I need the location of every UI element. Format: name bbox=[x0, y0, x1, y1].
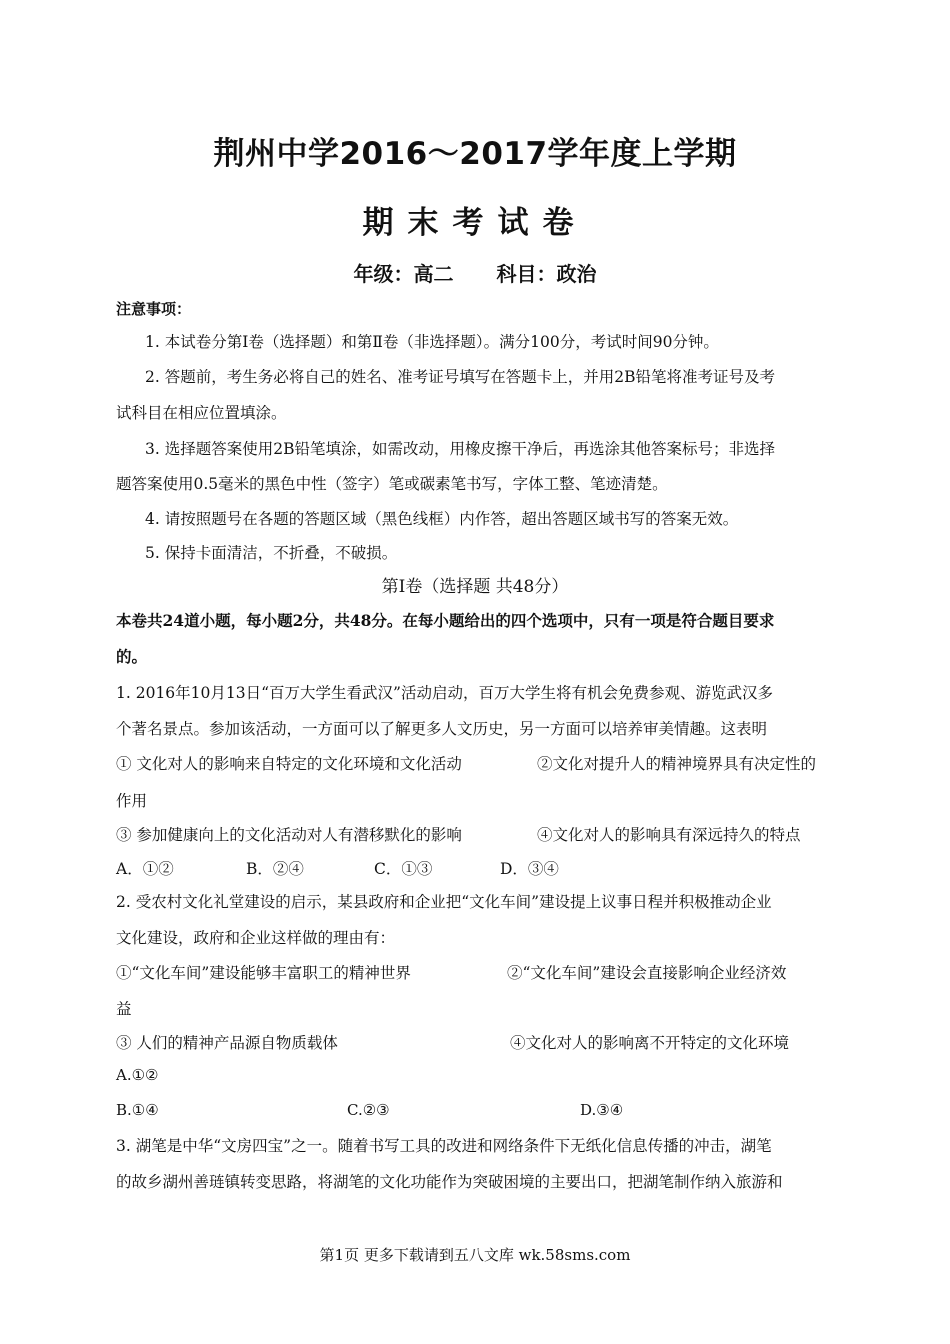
q2-choice-b: B.①④ bbox=[116, 1101, 159, 1119]
grade-subject-line bbox=[0, 258, 950, 287]
exam-title: 荆州中学2016～2017学年度上学期 bbox=[213, 136, 737, 172]
q1-choice-c: C．①③ bbox=[374, 860, 433, 878]
exam-subtitle: 期末考试卷 bbox=[362, 205, 588, 241]
q2-stem: 2. 受农村文化礼堂建设的启示，某县政府和企业把“文化车间”建设提上议事日程并积极推动企业 bbox=[116, 893, 772, 911]
q2-choice-c: C.②③ bbox=[347, 1101, 390, 1119]
q1-stem-cont: 个著名景点。参加该活动，一方面可以了解更多人文历史，另一方面可以培养审美情趣。这表明 bbox=[116, 720, 768, 738]
q1-option-2-cont: 作用 bbox=[116, 792, 148, 810]
q1-choice-b: B．②④ bbox=[246, 860, 304, 878]
q1-choice-a: A．①② bbox=[116, 860, 174, 878]
q2-choice-d: D.③④ bbox=[580, 1101, 624, 1119]
section-instructions-cont: 的。 bbox=[116, 647, 148, 666]
section-instructions: 本卷共24道小题，每小题2分，共48分。在每小题给出的四个选项中，只有一项是符合题目要求 bbox=[116, 611, 775, 630]
q1-option-4: ④文化对人的影响具有深远持久的特点 bbox=[537, 826, 801, 844]
q1-stem: 1. 2016年10月13日“百万大学生看武汉”活动启动，百万大学生将有机会免费参观、游览武汉多 bbox=[116, 684, 773, 702]
q2-choice-a: A.①② bbox=[116, 1066, 159, 1084]
notice-heading: 注意事项： bbox=[116, 300, 192, 318]
q2-stem-cont: 文化建设，政府和企业这样做的理由有： bbox=[116, 929, 396, 947]
grade-label: 年级：高二 bbox=[353, 262, 454, 286]
q3-stem-cont: 的故乡湖州善琏镇转变思路，将湖笔的文化功能作为突破困境的主要出口，把湖笔制作纳入旅游和 bbox=[116, 1173, 783, 1191]
notice-item-4: 4. 请按照题号在各题的答题区域（黑色线框）内作答，超出答题区域书写的答案无效。 bbox=[145, 510, 739, 528]
q2-option-4: ④文化对人的影响离不开特定的文化环境 bbox=[510, 1034, 790, 1052]
subject-label: 科目：政治 bbox=[496, 262, 597, 286]
notice-item-5: 5. 保持卡面清洁，不折叠，不破损。 bbox=[145, 544, 398, 562]
page-footer: 第1页 更多下载请到五八文库 wk.58sms.com bbox=[319, 1246, 631, 1264]
notice-item-2: 2. 答题前，考生务必将自己的姓名、准考证号填写在答题卡上，并用2B铅笔将准考证号及考 bbox=[145, 368, 775, 386]
notice-item-2-cont: 试科目在相应位置填涂。 bbox=[116, 404, 287, 422]
q1-option-3: ③ 参加健康向上的文化活动对人有潜移默化的影响 bbox=[116, 826, 462, 844]
q2-option-1: ①“文化车间”建设能够丰富职工的精神世界 bbox=[116, 964, 411, 982]
q3-stem: 3. 湖笔是中华“文房四宝”之一。随着书写工具的改进和网络条件下无纸化信息传播的冲击，湖笔 bbox=[116, 1137, 772, 1155]
q2-option-3: ③ 人们的精神产品源自物质载体 bbox=[116, 1034, 338, 1052]
section-title: 第Ⅰ卷（选择题 共48分） bbox=[381, 577, 569, 597]
q1-option-1: ① 文化对人的影响来自特定的文化环境和文化活动 bbox=[116, 755, 462, 773]
notice-item-1: 1. 本试卷分第Ⅰ卷（选择题）和第Ⅱ卷（非选择题）。满分100分，考试时间90分钟。 bbox=[145, 333, 719, 351]
notice-item-3: 3. 选择题答案使用2B铅笔填涂，如需改动，用橡皮擦干净后，再选涂其他答案标号；非选择 bbox=[145, 440, 775, 458]
q2-option-2: ②“文化车间”建设会直接影响企业经济效 bbox=[507, 964, 787, 982]
q2-option-2-cont: 益 bbox=[116, 1000, 132, 1018]
notice-item-3-cont: 题答案使用0.5毫米的黑色中性（签字）笔或碳素笔书写，字体工整、笔迹清楚。 bbox=[116, 475, 668, 493]
q1-option-2: ②文化对提升人的精神境界具有决定性的 bbox=[537, 755, 817, 773]
q1-choice-d: D．③④ bbox=[500, 860, 559, 878]
